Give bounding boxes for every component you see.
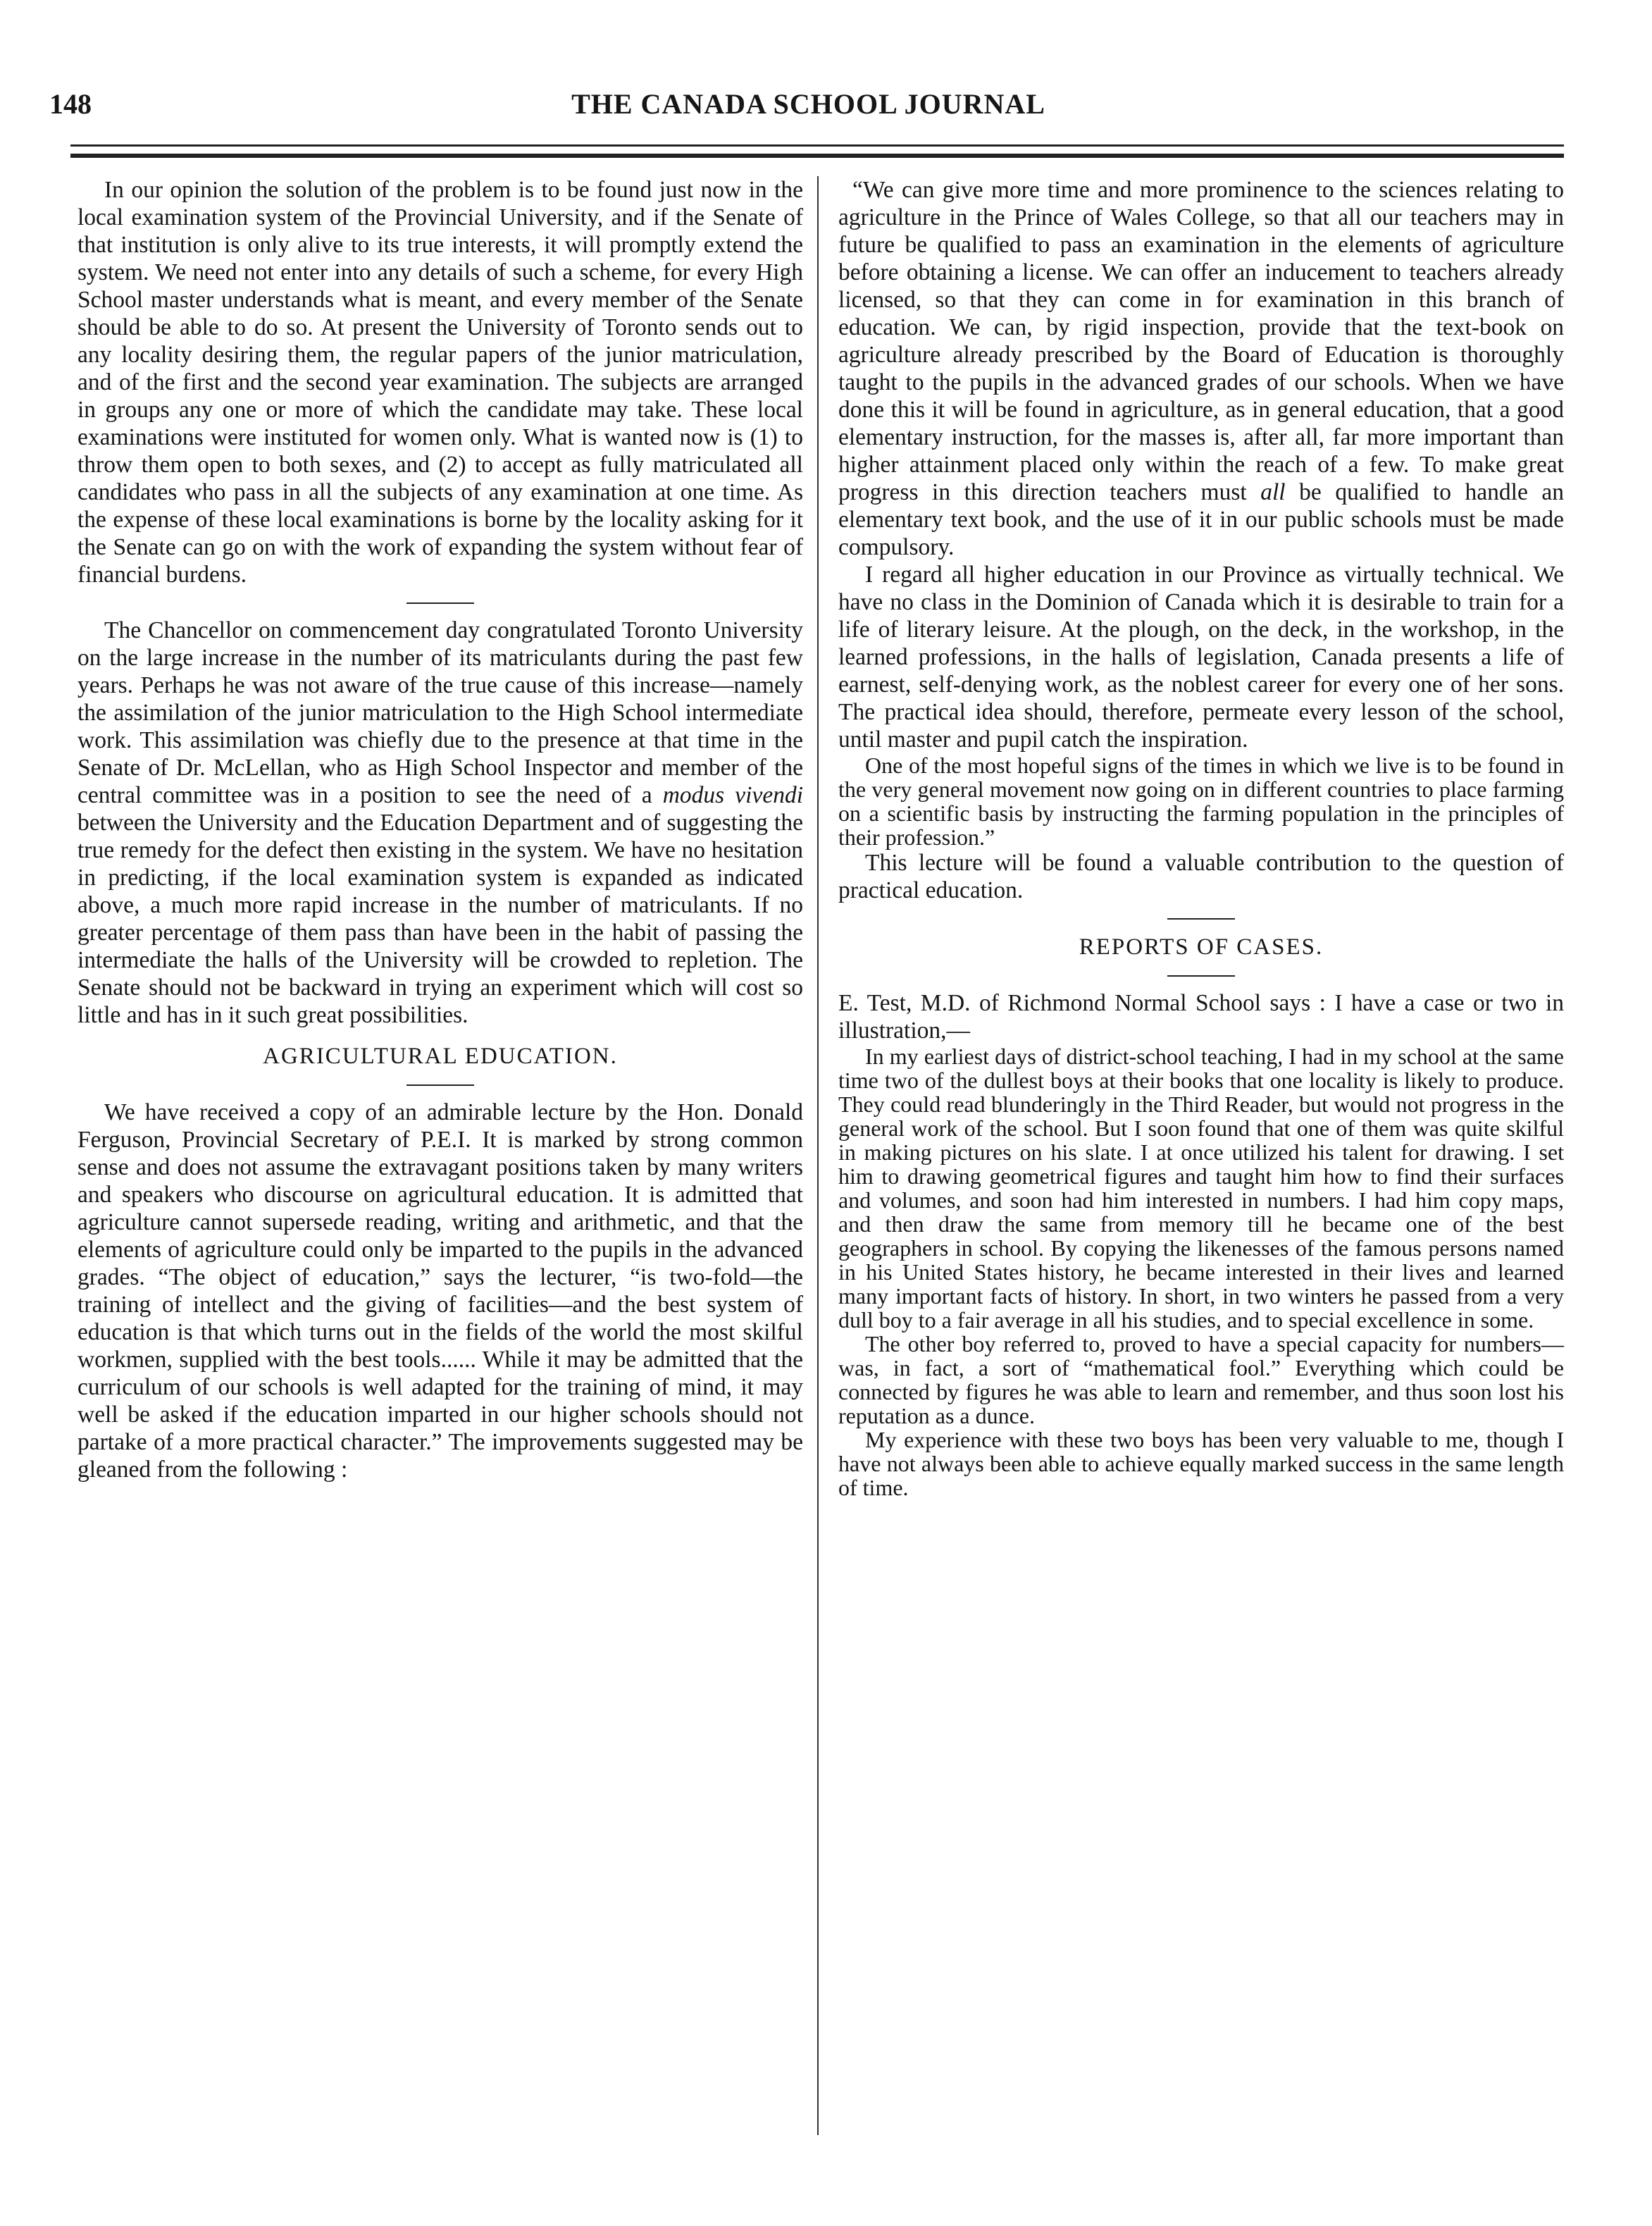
lecture-quote-paragraph-3: One of the most hopeful signs of the times in which we live is to be found in the very general movement now going on in different countries to place farming on a scientific basis by instructing the farming population in the principles of their profession.” xyxy=(838,753,1564,850)
paragraph-text: be qualified to handle an elementary text book, and the use of it in our public schools must be made compulsory. xyxy=(838,479,1565,560)
right-column xyxy=(838,176,1564,1500)
section-separator xyxy=(1167,918,1235,920)
paragraph-text: The Chancellor on commencement day congratulated Toronto University on the large increase in the number of its matriculants during the past few years. Perhaps he was not aware of the true cause of this increase—namely the assimilation of the junior matriculation to the High School intermediate work. This assimilation was chiefly due to the presence at that time in the Senate of Dr. McLellan, who as High School Inspector and member of the central committee was in a position to see the need of a xyxy=(77,617,803,808)
agricultural-paragraph: We have received a copy of an admirable lecture by the Hon. Donald Ferguson, Provincial Secretary of P.E.I. It is marked by strong common sense and does not assume the extravagant positions taken by many writers and speakers who discourse on agricultural education. It is admitted that agriculture cannot supersede reading, writing and arithmetic, and that the elements of agriculture could only be imparted to the pupils in the advanced grades. “The object of education,” says the lecturer, “is two-fold—the training of intellect and the giving of facilities—and the best system of education is that which turns out in the fields of the world the most skilful workmen, supplied with the best tools...... While it may be admitted that the curriculum of our schools is well adapted for the training of mind, it may well be asked if the education imparted in our higher schools should not partake of a more practical character.” The improvements suggested may be gleaned from the following : xyxy=(77,1099,803,1483)
report-paragraph-3: My experience with these two boys has been very valuable to me, though I have not always been able to achieve equally marked success in the same length of time. xyxy=(838,1427,1564,1500)
heading-reports-of-cases: REPORTS OF CASES. xyxy=(1079,934,1324,960)
paragraph-text: between the University and the Education Department and of suggesting the true remedy for the defect then existing in the system. We have no hesitation in predicting, if the local examination system is expanded as indicated above, a much more rapid increase in the number of matriculants. If no greater percentage of them pass than have been in the habit of passing the intermediate the halls of the University will be crowded to repletion. The Senate should not be backward in trying an experiment which will cost so little and has in it such great possibilities. xyxy=(77,810,803,1028)
italic-word: all xyxy=(1260,479,1286,505)
paragraph-text: “We can give more time and more prominence to the sciences relating to agriculture in the Prince of Wales College, so that all our teachers may in future be qualified to pass an examination in the elements of agriculture before obtaining a license. We can offer an inducement to teachers already licensed, so that they can come in for examination in this branch of education. We can, by rigid inspection, provide that the text-book on agriculture already prescribed by the Board of Education is thoroughly taught to the pupils in the advanced grades of our schools. When we have done this it will be found in agriculture, as in general education, that a good elementary instruction, for the masses is, after all, far more important than higher attainment placed only within the reach of a few. To make great progress in this direction teachers must xyxy=(838,177,1564,505)
report-intro-paragraph: E. Test, M.D. of Richmond Normal School says : I have a case or two in illustration,— xyxy=(838,990,1564,1044)
journal-title: THE CANADA SCHOOL JOURNAL xyxy=(571,88,1045,120)
lecture-quote-paragraph-2: I regard all higher education in our Province as virtually technical. We have no class in the Dominion of Canada which it is desirable to train for a life of literary leisure. At the plough, on the deck, in the workshop, in the learned professions, in the halls of legislation, Canada presents a life of earnest, self-denying work, as the noblest career for every one of her sons. The practical idea should, therefore, permeate every lesson of the school, until master and pupil catch the inspiration. xyxy=(838,562,1564,753)
page-header xyxy=(49,90,1567,140)
left-column xyxy=(77,176,803,1483)
section-separator xyxy=(406,602,474,604)
section-separator xyxy=(406,1084,474,1086)
page-number: 148 xyxy=(49,88,92,120)
report-paragraph-1: In my earliest days of district-school teaching, I had in my school at the same time two of the dullest boys at their books that one locality is likely to produce. They could read blunderingly in the Third Reader, but would not progress in the general work of the school. But I soon found that one of them was quite skilful in making pictures on his slate. I at once utilized his talent for drawing. I set him to drawing geometrical figures and taught him how to find their surfaces and volumes, and soon had him interested in numbers. I had him copy maps, and then draw the same from memory till he became one of the best geographers in school. By copying the likenesses of the famous persons named in his United States history, he became interested in their lives and learned many important facts of history. In short, in two winters he passed from a very dull boy to a fair average in all his studies, and to special excellence in some. xyxy=(838,1044,1564,1332)
header-rule-thick xyxy=(70,154,1564,158)
heading-agricultural-education: AGRICULTURAL EDUCATION. xyxy=(263,1044,618,1069)
lecture-quote-paragraph-1 xyxy=(838,176,1564,561)
editorial-paragraph-1: In our opinion the solution of the problem is to be found just now in the local examination system of the Provincial University, and if the Senate of that institution is only alive to its true interests, it will promptly extend the system. We need not enter into any details of such a scheme, for every High School master understands what is meant, and every member of the Senate should be able to do so. At present the University of Toronto sends out to any locality desiring them, the regular papers of the junior matriculation, and of the first and the second year examination. The subjects are arranged in groups any one or more of which the candidate may take. These local examinations were instituted for women only. What is wanted now is (1) to throw them open to both sexes, and (2) to accept as fully matriculated all candidates who pass in all the subjects of any examination at one time. As the expense of these local examinations is borne by the locality asking for it the Senate can go on with the work of expanding the system without fear of financial burdens. xyxy=(77,177,803,588)
editorial-paragraph-2 xyxy=(77,617,803,1029)
header-rule-thin xyxy=(70,144,1564,147)
section-separator xyxy=(1167,975,1235,977)
italic-phrase: modus vivendi xyxy=(662,782,804,808)
report-paragraph-2: The other boy referred to, proved to have a special capacity for numbers—was, in fact, a sort of “mathematical fool.” Everything which could be connected by figures he was able to learn and remember, and thus soon lost his reputation as a dunce. xyxy=(838,1331,1564,1428)
lecture-comment-paragraph: This lecture will be found a valuable contribution to the question of practical education. xyxy=(838,850,1564,903)
column-divider xyxy=(817,176,819,2135)
